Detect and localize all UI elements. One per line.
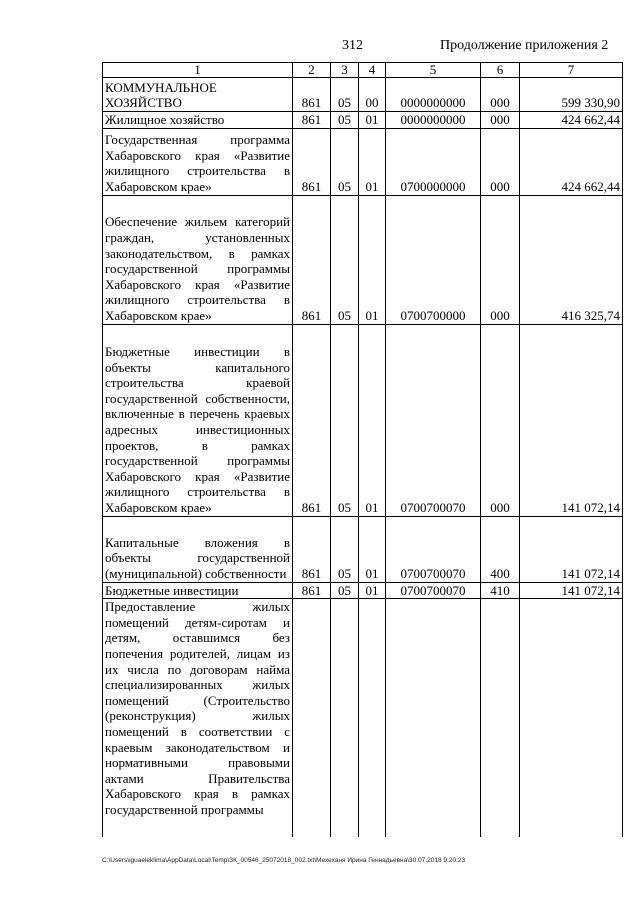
table-row bbox=[103, 128, 623, 195]
cell-ministry: 861 bbox=[293, 324, 331, 516]
cell-amount: 141 072,14 bbox=[520, 516, 623, 582]
column-header: 6 bbox=[481, 63, 520, 78]
cell-amount: 424 662,44 bbox=[520, 112, 623, 129]
cell-amount: 416 325,74 bbox=[520, 195, 623, 324]
table-row bbox=[103, 78, 623, 112]
cell-ministry: 861 bbox=[293, 78, 331, 112]
page-header bbox=[0, 38, 640, 58]
cell-subsection: 01 bbox=[359, 324, 386, 516]
row-name: Капитальные вложения в объекты государственной (муниципальной) собственности bbox=[103, 516, 293, 582]
column-header: 2 bbox=[293, 63, 331, 78]
footer-file-path: C:\Users\iguaeleklima\AppData\Local\Temp\ЗК_00546_25072018_002.txt\Мехеханя Ирина Геннадьевна\30.07.2018 9:20:23 bbox=[102, 857, 466, 864]
cell-subsection: 01 bbox=[359, 112, 386, 129]
cell-target-article: 0700000000 bbox=[386, 128, 481, 195]
row-name: Предоставление жилых помещений детям-сиротам и детям, оставшимся без попечения родителей, лицам из их числа по договорам найма специализированных жилых помещений (Строительство (реконструкция) жилых помещений в соответствии с краевым законодательством и нормативными правовыми актами Правительства Хабаровского края в рамках государственной программы bbox=[103, 599, 293, 837]
cell-subsection: 01 bbox=[359, 128, 386, 195]
continuation-label: Продолжение приложения 2 bbox=[440, 38, 609, 53]
cell-section bbox=[331, 599, 359, 837]
cell-amount bbox=[520, 599, 623, 837]
cell-expense-type: 410 bbox=[481, 582, 520, 599]
cell-target-article: 0700700000 bbox=[386, 195, 481, 324]
table-header-row bbox=[103, 63, 623, 78]
cell-section: 05 bbox=[331, 78, 359, 112]
cell-expense-type: 000 bbox=[481, 195, 520, 324]
cell-section: 05 bbox=[331, 128, 359, 195]
cell-subsection: 01 bbox=[359, 195, 386, 324]
table-row bbox=[103, 599, 623, 837]
column-header: 7 bbox=[520, 63, 623, 78]
table-row bbox=[103, 324, 623, 516]
cell-ministry bbox=[293, 599, 331, 837]
cell-section: 05 bbox=[331, 516, 359, 582]
row-name: КОММУНАЛЬНОЕ ХОЗЯЙСТВО bbox=[103, 78, 293, 112]
cell-ministry: 861 bbox=[293, 582, 331, 599]
cell-expense-type: 000 bbox=[481, 112, 520, 129]
row-name: Обеспечение жильем категорий граждан, установленных законодательством, в рамках государственной программы Хабаровского края «Развитие жилищного строительства в Хабаровском крае» bbox=[103, 195, 293, 324]
budget-table bbox=[102, 62, 623, 837]
row-name: Бюджетные инвестиции в объекты капитального строительства краевой государственной собственности, включенные в перечень краевых адресных инвестиционных проектов, в рамках государственной программы Хабаровского края «Развитие жилищного строительства в Хабаровском крае» bbox=[103, 324, 293, 516]
cell-amount: 141 072,14 bbox=[520, 324, 623, 516]
cell-subsection: 00 bbox=[359, 78, 386, 112]
cell-amount: 599 330,90 bbox=[520, 78, 623, 112]
cell-expense-type bbox=[481, 599, 520, 837]
cell-ministry: 861 bbox=[293, 195, 331, 324]
cell-section: 05 bbox=[331, 112, 359, 129]
cell-ministry: 861 bbox=[293, 516, 331, 582]
column-header: 1 bbox=[103, 63, 293, 78]
column-header: 5 bbox=[386, 63, 481, 78]
cell-subsection: 01 bbox=[359, 582, 386, 599]
cell-target-article: 0700700070 bbox=[386, 516, 481, 582]
cell-expense-type: 000 bbox=[481, 324, 520, 516]
cell-section: 05 bbox=[331, 324, 359, 516]
cell-expense-type: 000 bbox=[481, 78, 520, 112]
cell-expense-type: 400 bbox=[481, 516, 520, 582]
cell-target-article bbox=[386, 599, 481, 837]
cell-target-article: 0700700070 bbox=[386, 582, 481, 599]
cell-subsection: 01 bbox=[359, 516, 386, 582]
cell-amount: 424 662,44 bbox=[520, 128, 623, 195]
cell-section: 05 bbox=[331, 582, 359, 599]
table-row bbox=[103, 582, 623, 599]
table-row bbox=[103, 112, 623, 129]
cell-target-article: 0700700070 bbox=[386, 324, 481, 516]
row-name: Государственная программа Хабаровского края «Развитие жилищного строительства в Хабаровском крае» bbox=[103, 128, 293, 195]
row-name: Жилищное хозяйство bbox=[103, 112, 293, 129]
column-header: 4 bbox=[359, 63, 386, 78]
cell-section: 05 bbox=[331, 195, 359, 324]
cell-ministry: 861 bbox=[293, 128, 331, 195]
column-header: 3 bbox=[331, 63, 359, 78]
cell-expense-type: 000 bbox=[481, 128, 520, 195]
cell-amount: 141 072,14 bbox=[520, 582, 623, 599]
cell-ministry: 861 bbox=[293, 112, 331, 129]
table-row bbox=[103, 195, 623, 324]
table-row bbox=[103, 516, 623, 582]
page-number: 312 bbox=[342, 38, 363, 53]
row-name: Бюджетные инвестиции bbox=[103, 582, 293, 599]
cell-target-article: 0000000000 bbox=[386, 112, 481, 129]
cell-target-article: 0000000000 bbox=[386, 78, 481, 112]
cell-subsection bbox=[359, 599, 386, 837]
